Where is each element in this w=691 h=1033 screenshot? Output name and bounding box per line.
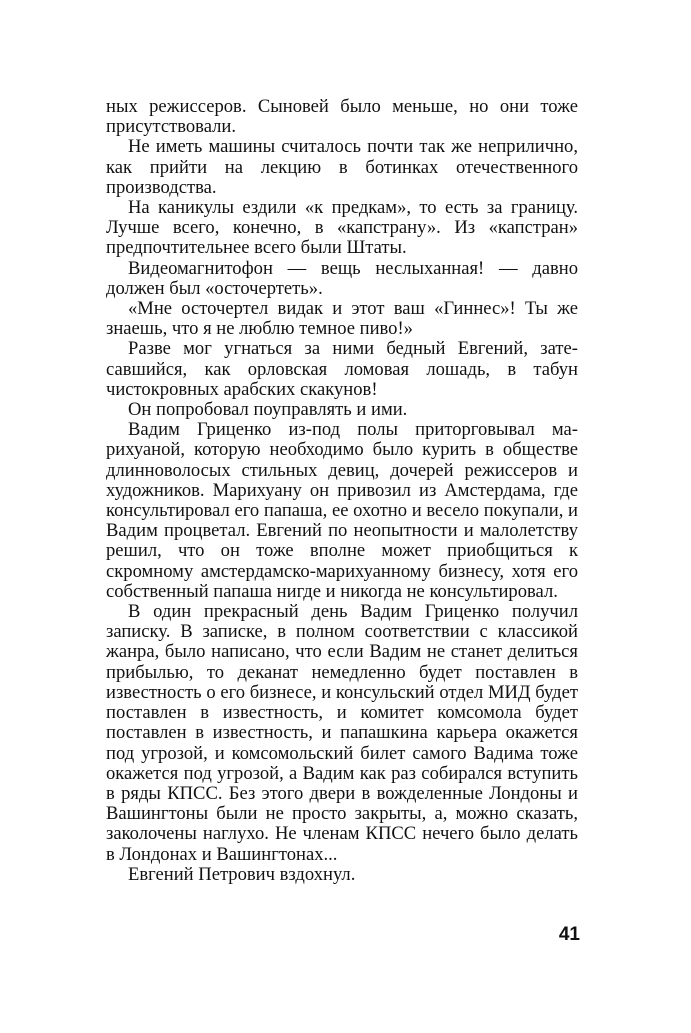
paragraph: На каникулы ездили «к предкам», то есть за границу. Лучше всего, конечно, в «капстрану». Из «капстран» предпочтительнее всего были Штаты. <box>106 197 578 259</box>
paragraph: Он попробовал поуправлять и ими. <box>128 399 408 421</box>
paragraph: ных режиссеров. Сыновей было меньше, но они тоже присутствовали. <box>106 96 578 138</box>
paragraph: В один прекрасный день Вадим Гриценко получил записку. В записке, в полном соответствии с классикой жанра, было написано, что если Вадим не станет делиться прибылью, то деканат немедленно будет поставлен в известность о его бизнесе, и консульский отдел МИД будет поставлен в известность, и комитет комсомола будет поставлен в известность, и папашкина карьера окажется под угрозой, и комсомольский билет самого Вадима тоже окажется под угрозой, а Вадим как раз собирался вступить в ряды КПСС. Без этого двери в вожделенные Лондоны и Вашингтоны были не просто закрыты, а, можно сказать, заколочены наглухо. Не членам КПСС нечего было делать в Лондонах и Вашингтонах... <box>106 601 578 865</box>
paragraph: Евгений Петрович вздохнул. <box>128 863 356 885</box>
page-text <box>106 97 578 885</box>
page-number: 41 <box>558 924 580 945</box>
paragraph: «Мне осточертел видак и этот ваш «Гиннес»! Ты же знаешь, что я не люблю темное пиво!» <box>106 298 578 340</box>
paragraph: Видеомагнитофон — вещь неслыханная! — давно должен был «осточертеть». <box>106 257 578 299</box>
paragraph: Вадим Гриценко из-под полы приторговывал марихуаной, которую необходимо было курить в обществе длинноволосых стильных девиц, дочерей режиссеров и художников. Марихуану он привозил из Амстердама, где консультировал его папаша, ее охотно и весело покупали, и Вадим процветал. Евгений по неопытности и малолетству решил, что он тоже вполне может приобщиться к скромному амстердамско-марихуанному бизнесу, хотя его собственный папаша нигде и никогда не консультировал. <box>106 419 578 602</box>
paragraph: Не иметь машины считалось почти так же неприлично, как прийти на лекцию в ботинках отечественного производства. <box>106 136 578 198</box>
paragraph: Разве мог угнаться за ними бедный Евгений, затесавшийся, как орловская ломовая лошадь, в табун чистокровных арабских скакунов! <box>106 338 578 400</box>
